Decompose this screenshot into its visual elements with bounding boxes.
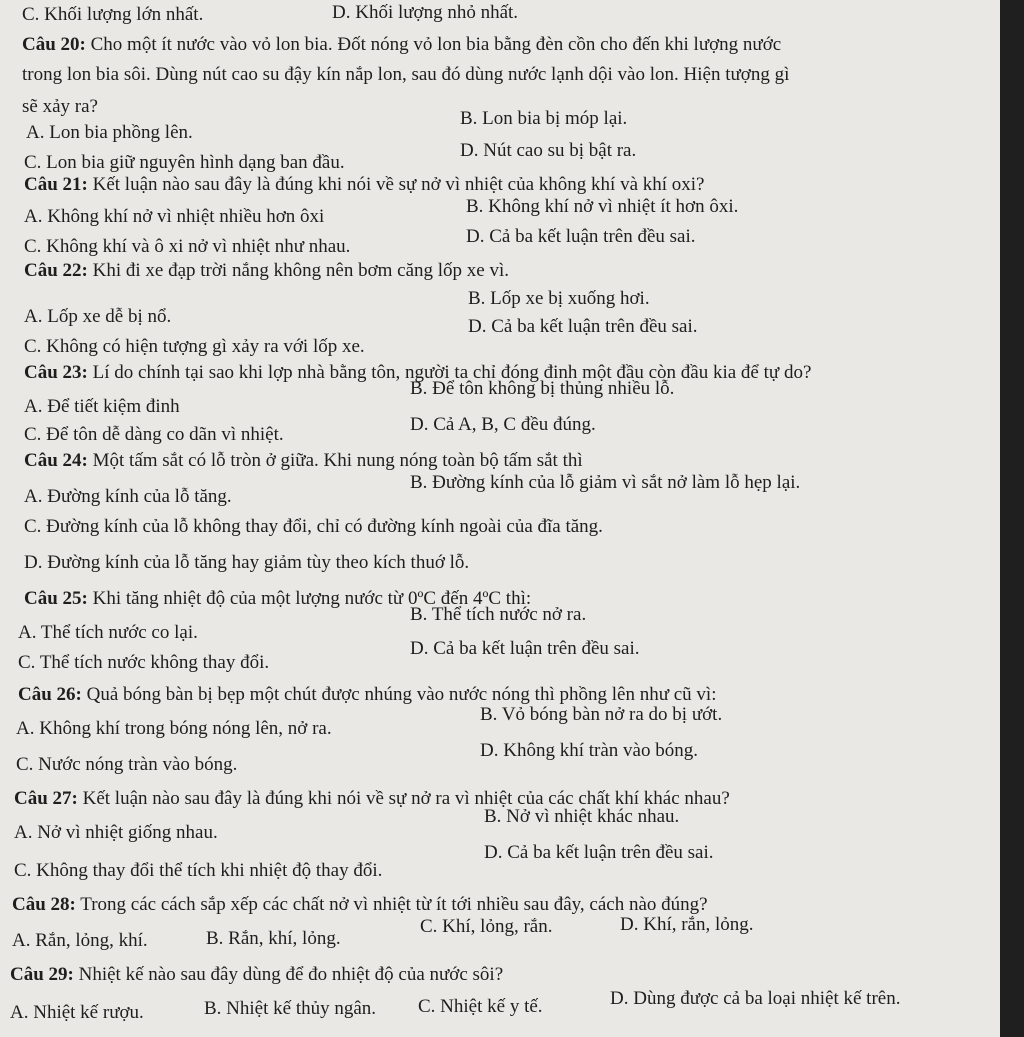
question-29-option-c: C. Nhiệt kế y tế. [418, 996, 543, 1017]
question-29-option-b: B. Nhiệt kế thủy ngân. [204, 998, 377, 1019]
question-27-option-b: B. Nở vì nhiệt khác nhau. [484, 806, 680, 827]
question-28-label: Câu 28: [12, 894, 76, 915]
question-20-option-b: B. Lon bia bị móp lại. [460, 108, 628, 129]
question-28-option-b: B. Rắn, khí, lỏng. [206, 928, 341, 949]
question-28-option-c: C. Khí, lỏng, rắn. [420, 916, 553, 937]
question-24-line [24, 450, 583, 472]
question-27-option-d: D. Cả ba kết luận trên đều sai. [484, 842, 714, 863]
question-28-line [12, 894, 708, 916]
question-20-text-2: trong lon bia sôi. Dùng nút cao su đậy kín nắp lon, sau đó dùng nước lạnh dội vào lon. Hiện tượng gì [22, 64, 790, 85]
question-29-text: Nhiệt kế nào sau đây dùng để đo nhiệt độ của nước sôi? [78, 964, 504, 985]
question-22-option-b: B. Lốp xe bị xuống hơi. [468, 288, 650, 309]
question-26-label: Câu 26: [18, 684, 82, 705]
question-29-line [10, 964, 503, 986]
option-d: D. Khối lượng nhỏ nhất. [332, 2, 519, 23]
question-27-text: Kết luận nào sau đây là đúng khi nói về sự nở ra vì nhiệt của các chất khí khác nhau? [82, 788, 730, 809]
question-22-label: Câu 22: [24, 260, 88, 281]
question-25-option-b: B. Thể tích nước nở ra. [410, 604, 587, 625]
question-29-label: Câu 29: [10, 964, 74, 985]
question-23-option-a: A. Để tiết kiệm đinh [24, 396, 180, 417]
question-29-option-a: A. Nhiệt kế rượu. [10, 1002, 144, 1023]
question-27-label: Câu 27: [14, 788, 78, 809]
question-21-text: Kết luận nào sau đây là đúng khi nói về sự nở vì nhiệt của không khí và khí oxi? [92, 174, 705, 195]
question-23-option-c: C. Để tôn dễ dàng co dãn vì nhiệt. [24, 424, 284, 445]
question-29-option-d: D. Dùng được cả ba loại nhiệt kế trên. [610, 988, 901, 1009]
question-21-option-c: C. Không khí và ô xi nở vì nhiệt như nhau. [24, 236, 351, 257]
question-25-label: Câu 25: [24, 588, 88, 609]
question-21-option-b: B. Không khí nở vì nhiệt ít hơn ôxi. [466, 196, 739, 217]
question-25-option-d: D. Cả ba kết luận trên đều sai. [410, 638, 640, 659]
question-21-option-a: A. Không khí nở vì nhiệt nhiều hơn ôxi [24, 206, 325, 227]
question-26-line [18, 684, 717, 706]
background-edge [1000, 0, 1024, 1037]
question-26-text: Quả bóng bàn bị bẹp một chút được nhúng vào nước nóng thì phồng lên như cũ vì: [86, 684, 717, 705]
question-25-option-a: A. Thể tích nước co lại. [18, 622, 198, 643]
question-21-option-d: D. Cả ba kết luận trên đều sai. [466, 226, 696, 247]
question-24-option-c: C. Đường kính của lỗ không thay đổi, chỉ có đường kính ngoài của đĩa tăng. [24, 516, 603, 537]
question-22-option-a: A. Lốp xe dễ bị nổ. [24, 306, 172, 327]
question-26-option-b: B. Vỏ bóng bàn nở ra do bị ướt. [480, 704, 723, 725]
question-20-option-d: D. Nút cao su bị bật ra. [460, 140, 637, 161]
question-23-label: Câu 23: [24, 362, 88, 383]
question-22-line [24, 260, 509, 282]
question-28-option-a: A. Rắn, lỏng, khí. [12, 930, 148, 951]
question-28-text: Trong các cách sắp xếp các chất nở vì nhiệt từ ít tới nhiều sau đây, cách nào đúng? [80, 894, 708, 915]
question-23-option-d: D. Cả A, B, C đều đúng. [410, 414, 596, 435]
question-20-label: Câu 20: [22, 34, 86, 55]
question-27-option-a: A. Nở vì nhiệt giống nhau. [14, 822, 218, 843]
question-25-option-c: C. Thể tích nước không thay đổi. [18, 652, 270, 673]
question-21-line [24, 174, 705, 196]
question-20-option-a: A. Lon bia phồng lên. [26, 122, 193, 143]
question-24-text: Một tấm sắt có lỗ tròn ở giữa. Khi nung nóng toàn bộ tấm sắt thì [92, 450, 583, 471]
question-26-option-d: D. Không khí tràn vào bóng. [480, 740, 698, 761]
question-22-option-d: D. Cả ba kết luận trên đều sai. [468, 316, 698, 337]
question-23-option-b: B. Để tôn không bị thủng nhiều lỗ. [410, 378, 675, 399]
question-28-option-d: D. Khí, rắn, lỏng. [620, 914, 754, 935]
question-21-label: Câu 21: [24, 174, 88, 195]
question-20-text-3: sẽ xảy ra? [22, 96, 98, 117]
question-20-line-1 [22, 34, 781, 56]
question-24-option-d: D. Đường kính của lỗ tăng hay giảm tùy theo kích thuớ lỗ. [24, 552, 470, 573]
question-27-option-c: C. Không thay đổi thể tích khi nhiệt độ thay đổi. [14, 860, 383, 881]
question-22-option-c: C. Không có hiện tượng gì xảy ra với lốp xe. [24, 336, 365, 357]
question-20-option-c: C. Lon bia giữ nguyên hình dạng ban đầu. [24, 152, 345, 173]
option-c: C. Khối lượng lớn nhất. [22, 4, 204, 25]
question-25-text: Khi tăng nhiệt độ của một lượng nước từ 0ºC đến 4ºC thì: [92, 588, 532, 609]
question-24-option-b: B. Đường kính của lỗ giảm vì sắt nở làm lỗ hẹp lại. [410, 472, 801, 493]
question-24-label: Câu 24: [24, 450, 88, 471]
question-23-text: Lí do chính tại sao khi lợp nhà bằng tôn, người ta chỉ đóng đinh một đầu còn đầu kia để tự do? [92, 362, 812, 383]
question-26-option-c: C. Nước nóng tràn vào bóng. [16, 754, 238, 775]
question-22-text: Khi đi xe đạp trời nắng không nên bơm căng lốp xe vì. [92, 260, 510, 281]
question-26-option-a: A. Không khí trong bóng nóng lên, nở ra. [16, 718, 332, 739]
question-20-text-1: Cho một ít nước vào vỏ lon bia. Đốt nóng vỏ lon bia bằng đèn cồn cho đến khi lượng nước [90, 34, 782, 55]
question-24-option-a: A. Đường kính của lỗ tăng. [24, 486, 232, 507]
